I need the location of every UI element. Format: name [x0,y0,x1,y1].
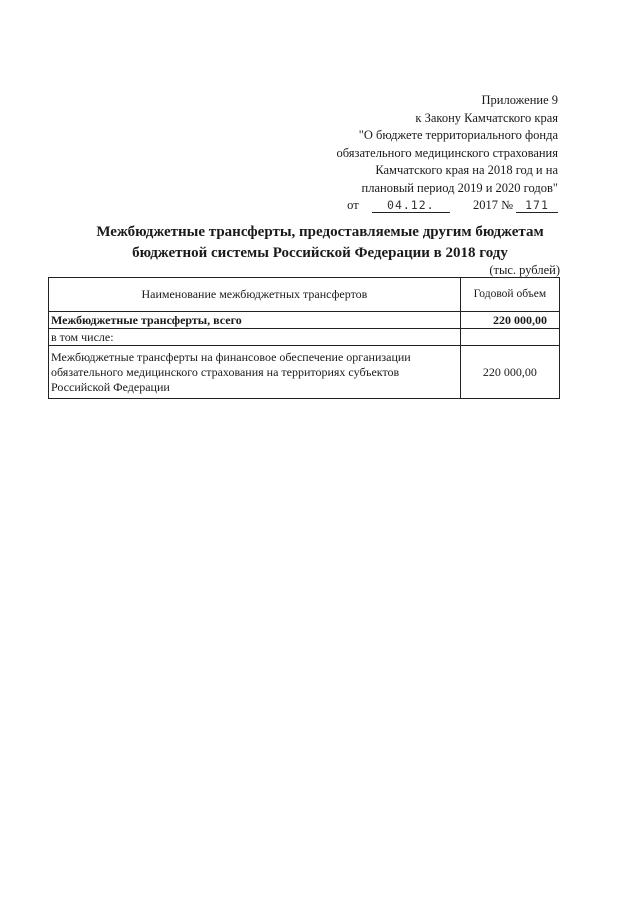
approval-line: к Закону Камчатского края [415,110,558,125]
approval-line: Камчатского края на 2018 год и на [375,163,558,177]
row-value [460,329,559,346]
approval-block [336,92,558,215]
date-year: 2017 [472,198,498,212]
row-name: Межбюджетные трансферты, всего [49,312,461,329]
number-blank [516,199,558,213]
approval-date-line [336,197,558,215]
transfers-table [48,277,560,399]
row-name: Межбюджетные трансферты на финансовое обеспечение организации обязательного медицинского страхования на территориях субъектов Российской Федерации [49,346,461,399]
date-prefix: от [347,198,359,212]
row-name: в том числе: [49,329,461,346]
header-annual-volume: Годовой объем [460,278,559,312]
number-sign: № [501,198,513,212]
table-row [49,329,560,346]
row-value: 220 000,00 [460,346,559,399]
title-line-2: бюджетной системы Российской Федерации в 2018 году [132,245,508,261]
handwritten-date: 04.12. [387,198,435,212]
title-line-1: Межбюджетные трансферты, предоставляемые другим бюджетам [96,224,544,240]
date-blank [372,199,450,213]
units-label: (тыс. рублей) [489,263,560,277]
approval-line: Приложение 9 [481,93,558,107]
table-row [49,312,560,329]
approval-line: "О бюджете территориального фонда [358,128,558,142]
row-value: 220 000,00 [460,312,559,329]
approval-line: плановый период 2019 и 2020 годов" [361,180,558,195]
document-title [60,222,580,264]
table-header-row [49,278,560,312]
handwritten-number: 171 [525,198,549,212]
approval-line: обязательного медицинского страхования [336,145,558,160]
header-name: Наименование межбюджетных трансфертов [49,278,461,312]
table-row [49,346,560,399]
